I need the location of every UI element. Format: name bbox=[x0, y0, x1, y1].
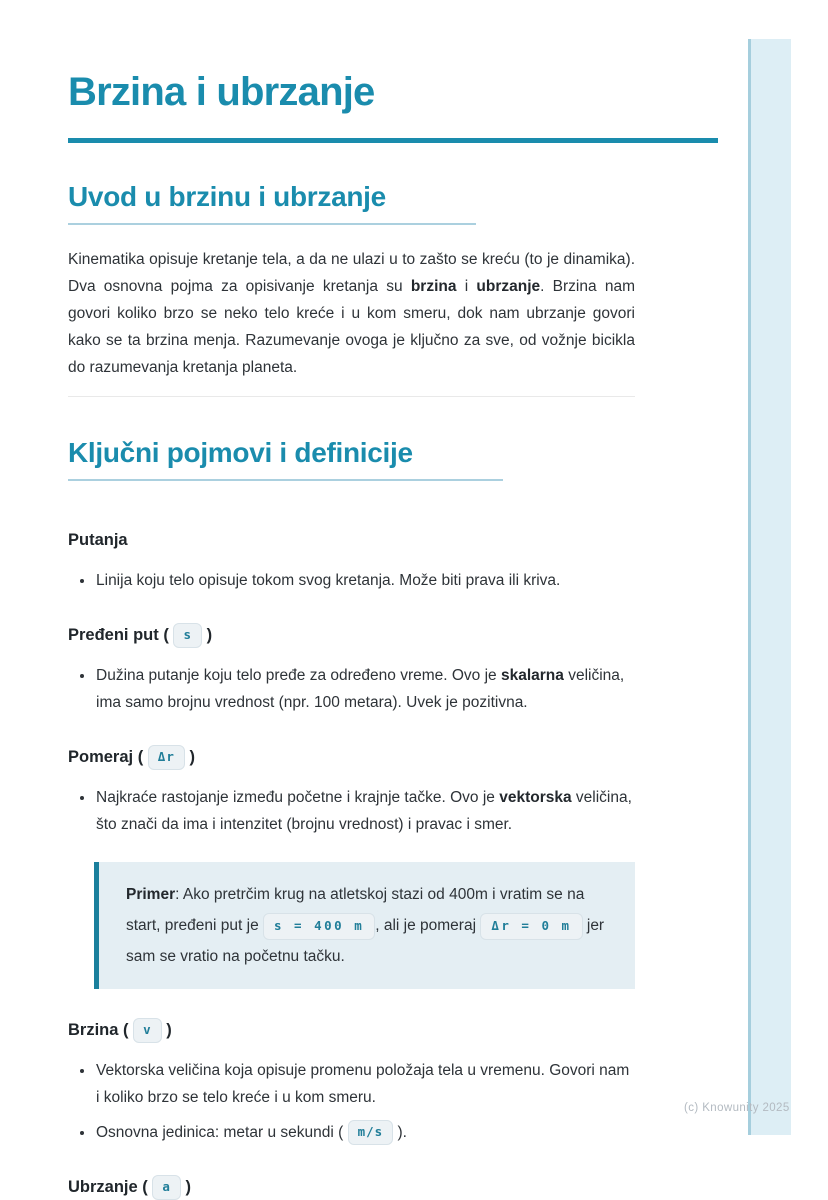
text-run: veličina, što znači da ima i intenzitet (brojnu vrednost) i pravac i smer. bbox=[96, 789, 632, 834]
example-callout bbox=[94, 862, 635, 989]
term-label-close: ) bbox=[189, 748, 195, 767]
list-item: • Linija koju telo opisuje tokom svog kretanja. Može biti prava ili kriva. bbox=[95, 567, 635, 594]
code-chip-a: a bbox=[152, 1175, 181, 1199]
bold-term-vektorska: vektorska bbox=[499, 789, 572, 807]
intro-paragraph bbox=[68, 246, 635, 381]
code-chip-s: s bbox=[173, 623, 202, 647]
text-run: jer sam se vratio na početnu tačku. bbox=[126, 917, 605, 966]
term-label: Pomeraj ( bbox=[68, 748, 144, 767]
bullet-list bbox=[68, 784, 635, 838]
term-label: Brzina ( bbox=[68, 1021, 129, 1040]
text-run: veličina, ima samo brojnu vrednost (npr. 100 metara). Uvek je pozitivna. bbox=[96, 667, 625, 712]
page-margin-stripe bbox=[748, 39, 791, 1135]
term-ubrzanje bbox=[68, 1174, 635, 1200]
code-chip-v: v bbox=[133, 1018, 162, 1042]
text-run: i bbox=[456, 278, 477, 296]
document-body bbox=[68, 181, 635, 1200]
bullet-list bbox=[68, 567, 635, 594]
text-run: , ali je pomeraj bbox=[375, 917, 481, 935]
bullet-list bbox=[68, 1057, 635, 1146]
text-run: ). bbox=[397, 1124, 407, 1142]
section-heading-intro: Uvod u brzinu i ubrzanje bbox=[68, 181, 476, 225]
bold-term-brzina: brzina bbox=[410, 278, 457, 296]
text-run: . Brzina nam govori koliko brzo se neko telo kreće i u kom smeru, dok nam ubrzanje govori kako se ta brzina menja. Razumevanje ovoga je ključno za sve, od vožnje bicikla do razumevanja kretanja planeta. bbox=[68, 278, 635, 377]
term-putanja: Putanja bbox=[68, 531, 128, 550]
document-content bbox=[68, 72, 718, 1200]
section-heading-definitions: Ključni pojmovi i definicije bbox=[68, 437, 503, 481]
example-text bbox=[126, 879, 611, 972]
term-label-close: ) bbox=[185, 1178, 191, 1197]
list-item bbox=[95, 662, 635, 716]
section-divider bbox=[68, 396, 635, 397]
term-brzina bbox=[68, 1017, 635, 1043]
copyright-footer: (c) Knowunity 2025 bbox=[684, 1102, 790, 1114]
term-label: Pređeni put ( bbox=[68, 626, 169, 645]
text-run: Kinematika opisuje kretanje tela, a da ne ulazi u to zašto se kreću (to je dinamika). Dva osnovna pojma za opisivanje kretanja su bbox=[68, 251, 635, 296]
page-title: Brzina i ubrzanje bbox=[68, 70, 375, 114]
code-chip-s-400m: s = 400 m bbox=[263, 913, 375, 939]
bullet-list bbox=[68, 662, 635, 716]
list-item bbox=[95, 1119, 635, 1146]
term-label-close: ) bbox=[166, 1021, 172, 1040]
text-run: Osnovna jedinica: metar u sekundi ( bbox=[96, 1124, 344, 1142]
bold-term-skalarna: skalarna bbox=[500, 667, 564, 685]
term-label-close: ) bbox=[206, 626, 213, 645]
term-pomeraj bbox=[68, 744, 635, 770]
code-chip-m-s: m/s bbox=[348, 1120, 394, 1144]
example-label: Primer bbox=[126, 886, 176, 904]
list-item: • Vektorska veličina koja opisuje promenu položaja tela u vremenu. Govori nam i koliko brzo se telo kreće i u kom smeru. bbox=[95, 1057, 635, 1111]
text-run: Dužina putanje koju telo pređe za određeno vreme. Ovo je bbox=[96, 667, 501, 685]
code-chip-delta-r-0m: Δr = 0 m bbox=[480, 913, 582, 939]
code-chip-delta-r: Δr bbox=[148, 745, 185, 769]
term-label: Ubrzanje ( bbox=[68, 1178, 148, 1197]
text-run: : Ako pretrčim krug na atletskoj stazi od 400m i vratim se na start, pređeni put je bbox=[126, 886, 585, 935]
list-item bbox=[95, 784, 635, 838]
bold-term-ubrzanje: ubrzanje bbox=[476, 278, 541, 296]
term-predjeni-put bbox=[68, 622, 635, 648]
text-run: Najkraće rastojanje između početne i krajnje tačke. Ovo je bbox=[96, 789, 500, 807]
title-rule bbox=[68, 138, 718, 143]
